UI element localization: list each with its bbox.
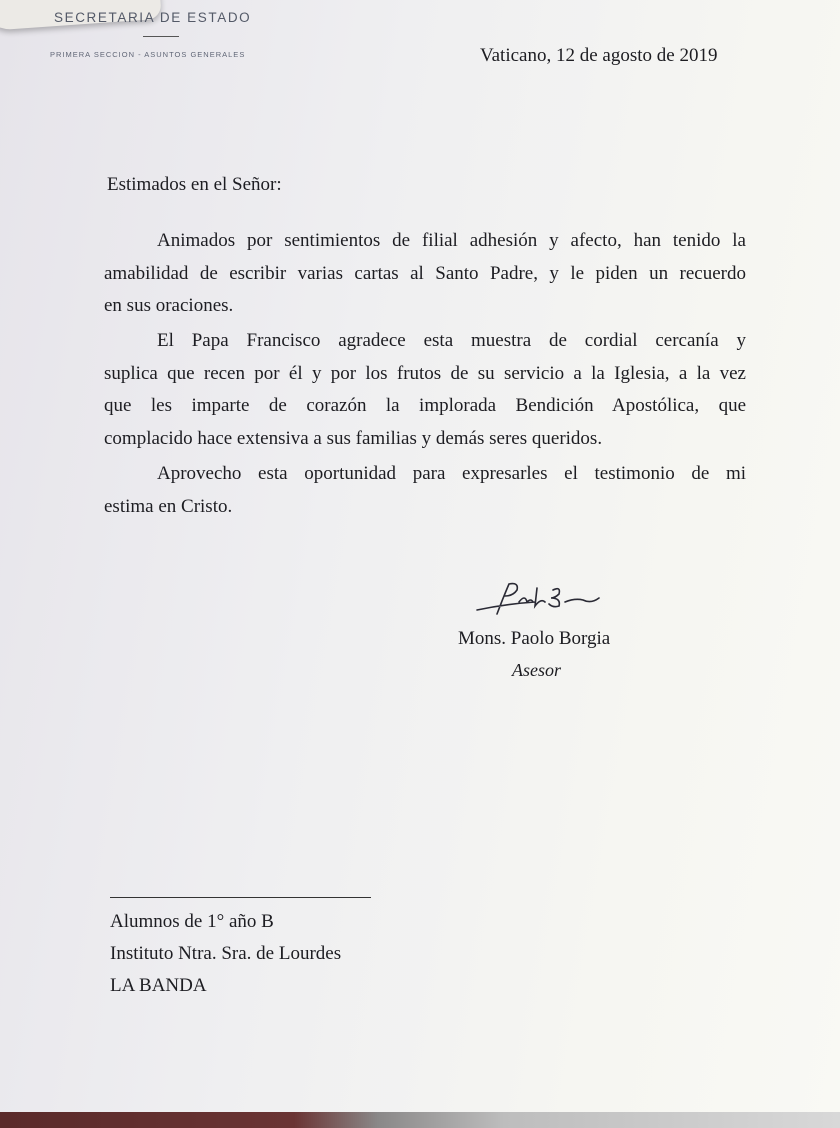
letterhead-rule [143, 36, 179, 37]
text-line: suplica que recen por él y por los frutos de su servicio a la Iglesia, a la vez [104, 362, 746, 384]
text-line: El Papa Francisco agradece esta muestra de cordial cercanía y [157, 330, 746, 351]
salutation: Estimados en el Señor: [107, 174, 282, 195]
text-line: que les imparte de corazón la implorada Bendición Apostólica, que [104, 395, 746, 416]
text-line: Animados por sentimientos de filial adhesión y afecto, han tenido la [157, 230, 746, 251]
address-rule [110, 897, 371, 898]
table-surface [0, 1112, 840, 1128]
signatory-name: Mons. Paolo Borgia [458, 628, 611, 649]
addressee-line: LA BANDA [110, 975, 207, 996]
text-line: en sus oraciones. [104, 295, 234, 316]
handwritten-signature [475, 580, 605, 620]
text-line: Aprovecho esta oportunidad para expresarles el testimonio de mi [157, 463, 746, 484]
addressee-line: Instituto Ntra. Sra. de Lourdes [110, 943, 342, 964]
letter-date: Vaticano, 12 de agosto de 2019 [480, 45, 718, 66]
signatory-role: Asesor [512, 660, 561, 680]
addressee-line: Alumnos de 1° año B [110, 911, 274, 932]
text-line: estima en Cristo. [104, 495, 233, 517]
text-line: amabilidad de escribir varias cartas al Santo Padre, y le piden un recuerdo [104, 262, 746, 284]
text-line: complacido hace extensiva a sus familias y demás seres queridos. [104, 427, 603, 449]
paragraph-2 [104, 325, 746, 455]
paragraph-3 [104, 458, 746, 523]
letterhead-title: SECRETARIA DE ESTADO [54, 10, 252, 25]
letterhead-subtitle: PRIMERA SECCION - ASUNTOS GENERALES [50, 50, 246, 59]
addressee-block [110, 906, 341, 1002]
paragraph-1 [104, 225, 746, 323]
